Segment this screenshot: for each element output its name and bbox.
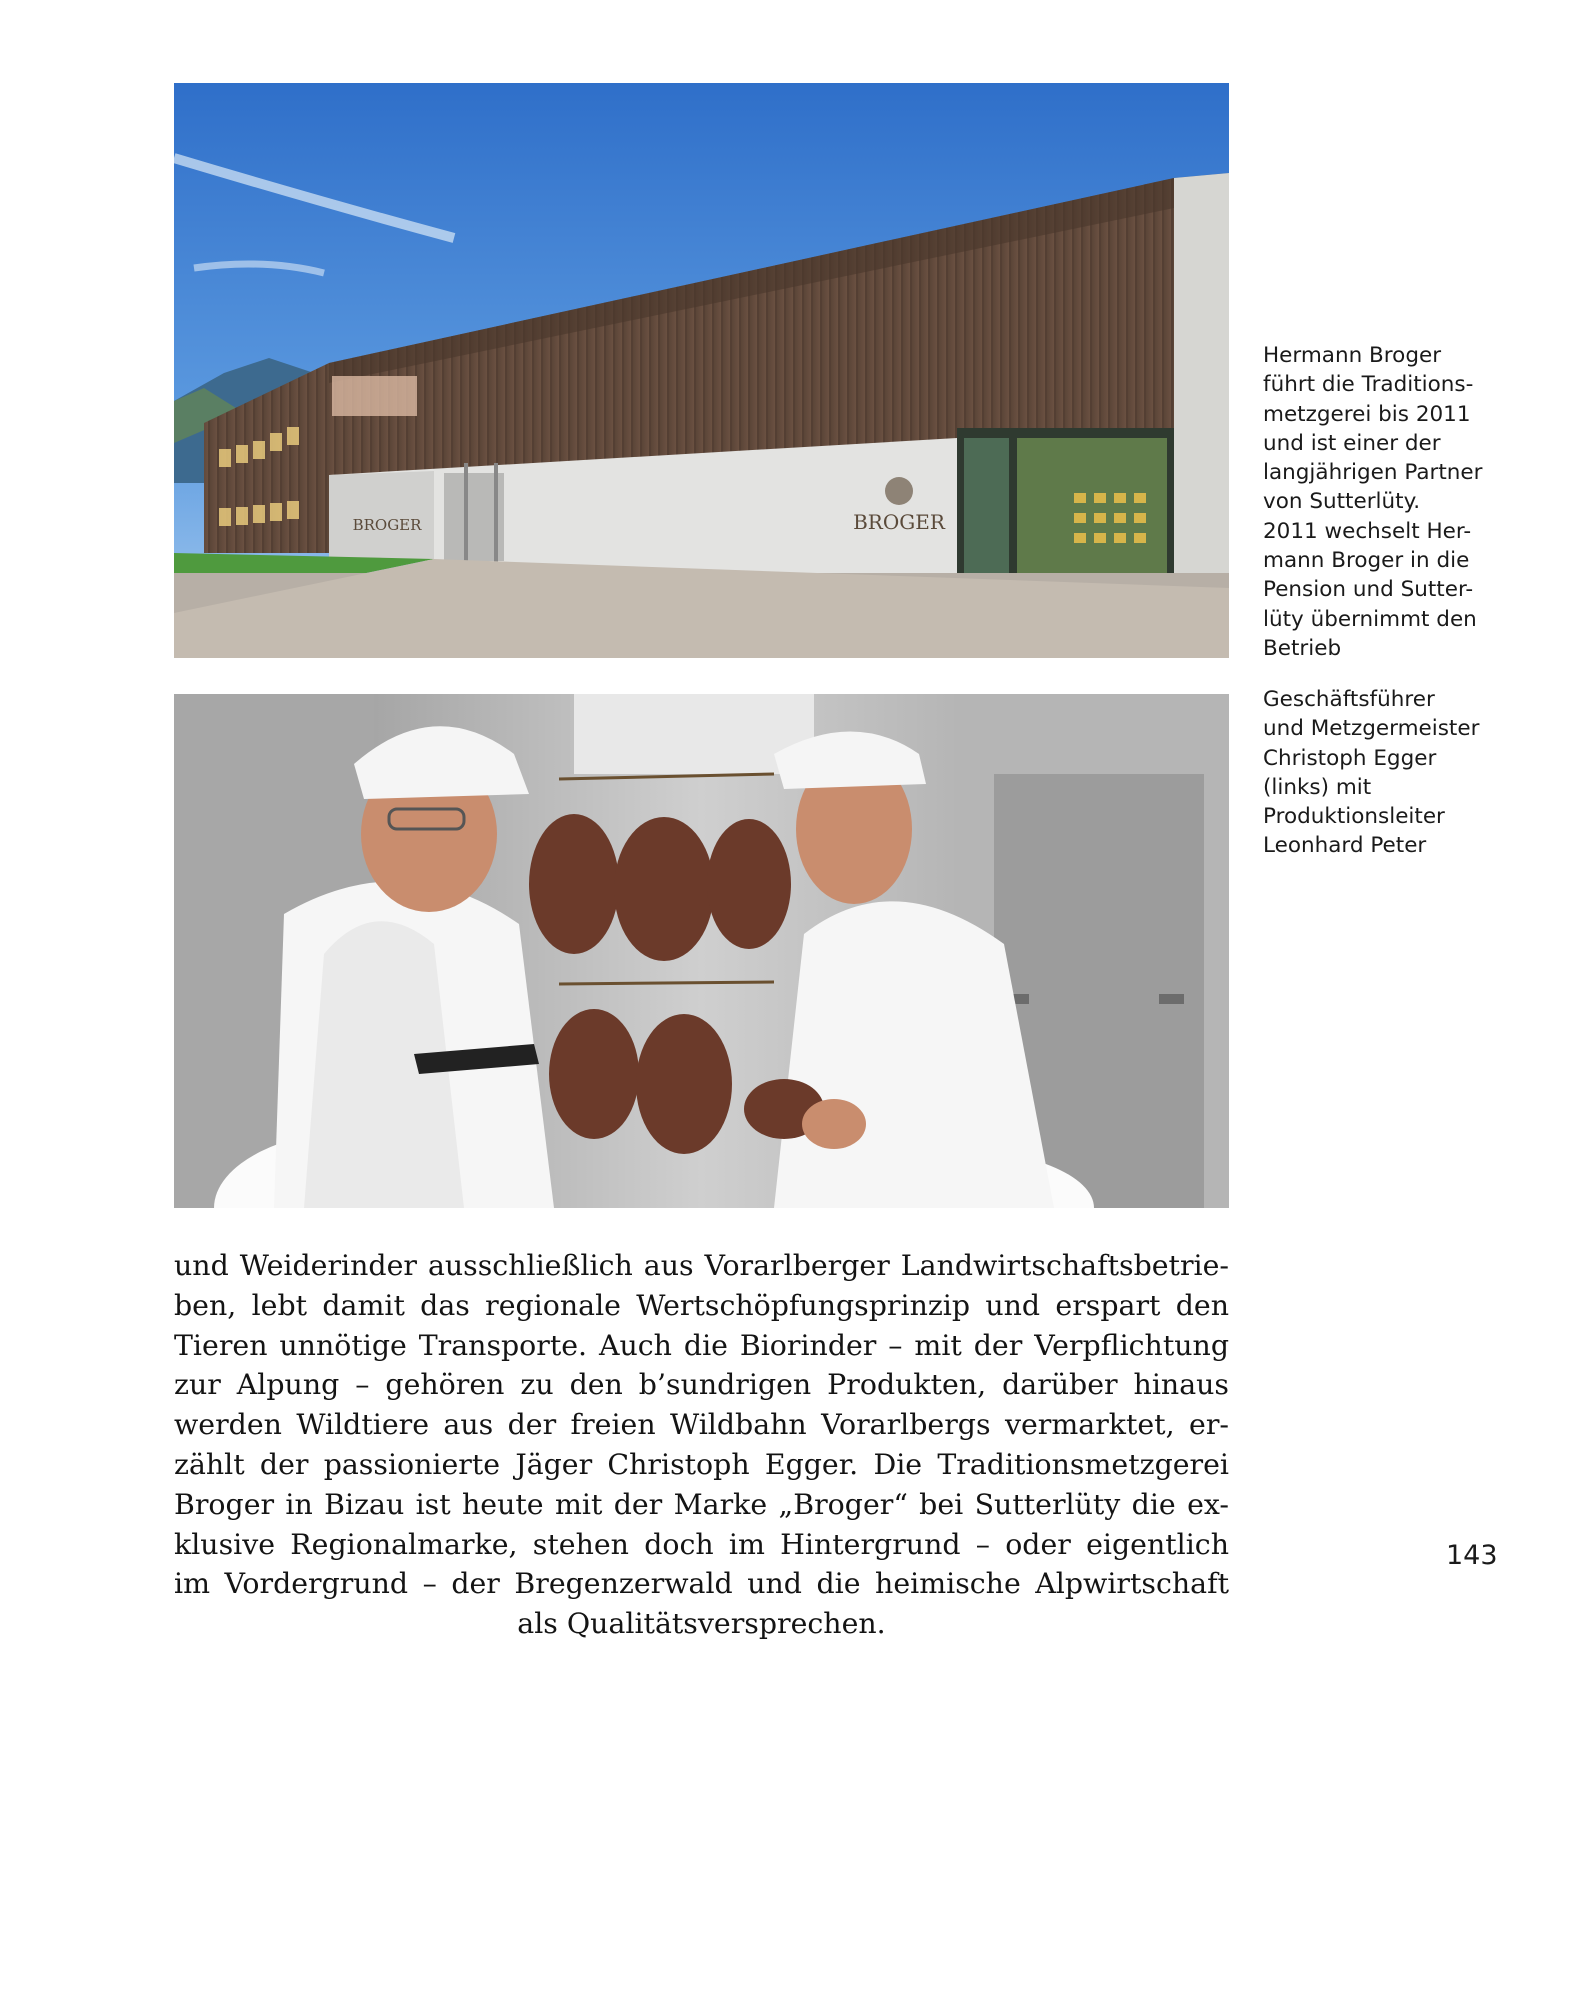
- caption-line: lüty übernimmt den: [1263, 606, 1477, 632]
- caption-line: metzgerei bis 2011: [1263, 401, 1471, 427]
- building-sign-right: BROGER: [853, 510, 945, 534]
- caption-line: und ist einer der: [1263, 430, 1441, 456]
- body-line: ben, lebt damit das regionale Wertschöpfungsprinzip und erspart den: [174, 1288, 1229, 1322]
- caption-line: (links) mit: [1263, 774, 1372, 800]
- body-line-last: als Qualitätsversprechen.: [517, 1607, 886, 1641]
- building-photo-illustration: [174, 83, 1229, 658]
- body-line: zählt der passionierte Jäger Christoph Egger. Die Traditionsmetzgerei: [174, 1447, 1229, 1481]
- body-paragraph: [174, 1246, 1229, 1644]
- caption-line: Leonhard Peter: [1263, 833, 1427, 859]
- body-line: werden Wildtiere aus der freien Wildbahn Vorarlbergs vermarktet, er-: [174, 1408, 1229, 1442]
- caption-butchers: [1263, 685, 1508, 861]
- building-sign-left: BROGER: [352, 516, 422, 534]
- caption-line: und Metzgermeister: [1263, 716, 1480, 742]
- butchers-photo-illustration: [174, 694, 1229, 1208]
- body-line: und Weiderinder ausschließlich aus Vorarlberger Landwirtschaftsbetrie-: [174, 1249, 1229, 1282]
- caption-line: Produktionsleiter: [1263, 804, 1445, 830]
- body-line: Tieren unnötige Transporte. Auch die Biorinder – mit der Verpflichtung: [174, 1328, 1229, 1362]
- caption-line: langjährigen Partner: [1263, 460, 1483, 486]
- caption-line: Pension und Sutter-: [1263, 577, 1474, 603]
- caption-line: Christoph Egger: [1263, 745, 1437, 771]
- body-line: Broger in Bizau ist heute mit der Marke „Broger“ bei Sutterlüty die ex-: [174, 1487, 1229, 1521]
- caption-line: von Sutterlüty.: [1263, 489, 1421, 515]
- caption-line: Betrieb: [1263, 635, 1342, 661]
- body-line: klusive Regionalmarke, stehen doch im Hintergrund – oder eigentlich: [174, 1527, 1229, 1561]
- caption-line: 2011 wechselt Her-: [1263, 518, 1472, 544]
- butchers-photo: [174, 694, 1229, 1208]
- page-number: 143: [1446, 1540, 1498, 1571]
- building-photo: [174, 83, 1229, 658]
- caption-line: führt die Traditions-: [1263, 372, 1474, 398]
- body-line: im Vordergrund – der Bregenzerwald und die heimische Alpwirtschaft: [174, 1567, 1229, 1601]
- caption-line: Hermann Broger: [1263, 343, 1442, 368]
- body-line: zur Alpung – gehören zu den b’sundrigen Produkten, darüber hinaus: [174, 1368, 1229, 1402]
- caption-line: Geschäftsführer: [1263, 687, 1435, 712]
- caption-building: [1263, 341, 1508, 663]
- caption-line: mann Broger in die: [1263, 548, 1470, 574]
